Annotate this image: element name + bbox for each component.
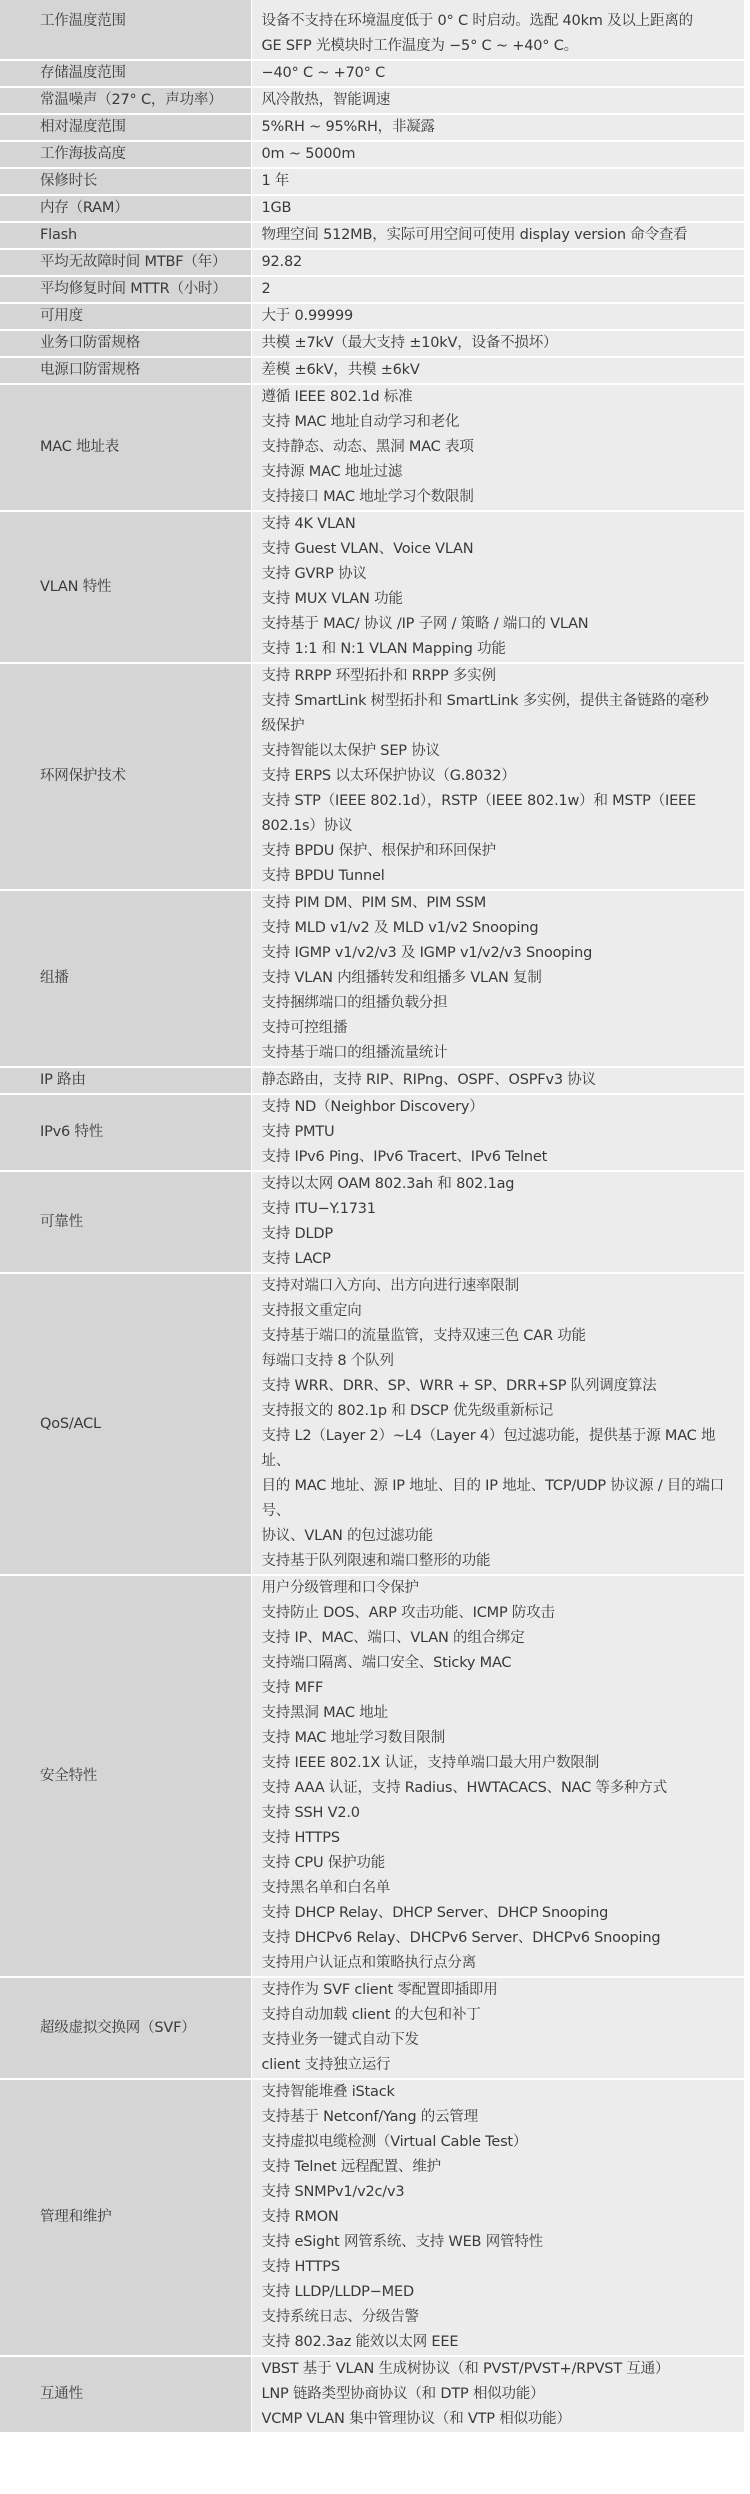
spec-row xyxy=(0,87,744,114)
spec-value xyxy=(251,303,744,330)
spec-row xyxy=(0,168,744,195)
spec-value-line: 支持 Guest VLAN、Voice VLAN xyxy=(261,541,474,557)
spec-value-line: 支持 BPDU Tunnel xyxy=(261,868,385,884)
spec-row xyxy=(0,511,744,663)
spec-value-line: 1GB xyxy=(261,200,292,216)
spec-value-line: GE SFP 光模块时工作温度为 −5° C ~ +40° C。 xyxy=(261,38,578,54)
spec-value-line: 支持 MAC 地址自动学习和老化 xyxy=(261,414,460,430)
spec-row xyxy=(0,1977,744,2079)
spec-value xyxy=(251,195,744,222)
spec-value-line: 静态路由，支持 RIP、RIPng、OSPF、OSPFv3 协议 xyxy=(261,1072,596,1088)
spec-value-line: 支持自动加载 client 的大包和补丁 xyxy=(261,2007,481,2023)
spec-value-line: 支持 SNMPv1/v2c/v3 xyxy=(261,2184,405,2200)
spec-row xyxy=(0,1575,744,1977)
spec-value-line: 支持智能以太保护 SEP 协议 xyxy=(261,743,440,759)
spec-value-line: 设备不支持在环境温度低于 0° C 时启动。选配 40km 及以上距离的 xyxy=(261,13,693,29)
spec-value-line: 支持 MUX VLAN 功能 xyxy=(261,591,403,607)
spec-value-line: 用户分级管理和口令保护 xyxy=(261,1580,419,1596)
spec-value-line: 支持 LACP xyxy=(261,1251,331,1267)
spec-row xyxy=(0,357,744,384)
spec-value-line: 支持 BPDU 保护、根保护和环回保护 xyxy=(261,843,496,859)
spec-row xyxy=(0,330,744,357)
spec-row xyxy=(0,2356,744,2433)
spec-row xyxy=(0,114,744,141)
spec-row xyxy=(0,141,744,168)
spec-value-line: 支持 IGMP v1/v2/v3 及 IGMP v1/v2/v3 Snooping xyxy=(261,945,593,961)
spec-row xyxy=(0,1171,744,1273)
spec-value-line: 协议、VLAN 的包过滤功能 xyxy=(261,1528,433,1544)
spec-key: 相对湿度范围 xyxy=(0,114,251,141)
spec-value-line: 支持作为 SVF client 零配置即插即用 xyxy=(261,1982,498,1998)
spec-key: 组播 xyxy=(0,890,251,1067)
spec-value-line: 支持系统日志、分级告警 xyxy=(261,2309,419,2325)
spec-value-line: 支持 MFF xyxy=(261,1680,324,1696)
spec-value xyxy=(251,60,744,87)
spec-value xyxy=(251,2079,744,2356)
spec-value xyxy=(251,1171,744,1273)
spec-value xyxy=(251,276,744,303)
spec-row xyxy=(0,1273,744,1575)
spec-value-line: 支持静态、动态、黑洞 MAC 表项 xyxy=(261,439,474,455)
spec-key: 工作海拔高度 xyxy=(0,141,251,168)
spec-value-line: 共模 ±7kV（最大支持 ±10kV，设备不损坏） xyxy=(261,335,558,351)
spec-value-line: 支持虚拟电缆检测（Virtual Cable Test） xyxy=(261,2134,528,2150)
spec-row xyxy=(0,60,744,87)
spec-value-line: 级保护 xyxy=(261,718,305,734)
spec-value-line: 目的 MAC 地址、源 IP 地址、目的 IP 地址、TCP/UDP 协议源 / 目的端口号、 xyxy=(261,1478,724,1519)
spec-key: 管理和维护 xyxy=(0,2079,251,2356)
spec-value xyxy=(251,222,744,249)
spec-value-line: 支持 PIM DM、PIM SM、PIM SSM xyxy=(261,895,487,911)
spec-key: 常温噪声（27° C，声功率） xyxy=(0,87,251,114)
spec-key: 业务口防雷规格 xyxy=(0,330,251,357)
spec-key: 保修时长 xyxy=(0,168,251,195)
spec-value-line: 支持以太网 OAM 802.3ah 和 802.1ag xyxy=(261,1176,515,1192)
spec-value-line: 支持 SSH V2.0 xyxy=(261,1805,360,1821)
spec-value-line: 支持 802.3az 能效以太网 EEE xyxy=(261,2334,459,2350)
spec-row xyxy=(0,249,744,276)
spec-value-line: client 支持独立运行 xyxy=(261,2057,391,2073)
spec-value-line: 支持对端口入方向、出方向进行速率限制 xyxy=(261,1278,519,1294)
spec-value-line: 支持 DHCPv6 Relay、DHCPv6 Server、DHCPv6 Snooping xyxy=(261,1930,661,1946)
spec-value-line: 支持 ERPS 以太环保护协议（G.8032） xyxy=(261,768,516,784)
spec-value xyxy=(251,357,744,384)
spec-value-line: 支持 1:1 和 N:1 VLAN Mapping 功能 xyxy=(261,641,506,657)
spec-value-line: LNP 链路类型协商协议（和 DTP 相似功能） xyxy=(261,2386,545,2402)
spec-key: Flash xyxy=(0,222,251,249)
spec-value xyxy=(251,330,744,357)
spec-value-line: 遵循 IEEE 802.1d 标准 xyxy=(261,389,413,405)
spec-key: 平均修复时间 MTTR（小时） xyxy=(0,276,251,303)
spec-value-line: 支持黑洞 MAC 地址 xyxy=(261,1705,388,1721)
spec-value-line: 支持 AAA 认证，支持 Radius、HWTACACS、NAC 等多种方式 xyxy=(261,1780,667,1796)
spec-value-line: 支持基于端口的组播流量统计 xyxy=(261,1045,448,1061)
spec-value-line: 支持 ND（Neighbor Discovery） xyxy=(261,1099,484,1115)
spec-row xyxy=(0,222,744,249)
spec-key: 可靠性 xyxy=(0,1171,251,1273)
spec-value-line: 支持 SmartLink 树型拓扑和 SmartLink 多实例，提供主备链路的毫秒 xyxy=(261,693,709,709)
spec-row xyxy=(0,2079,744,2356)
spec-value-line: 支持防止 DOS、ARP 攻击功能、ICMP 防攻击 xyxy=(261,1605,555,1621)
spec-value-line: 92.82 xyxy=(261,254,303,270)
spec-key: QoS/ACL xyxy=(0,1273,251,1575)
spec-key: 超级虚拟交换网（SVF） xyxy=(0,1977,251,2079)
spec-key: MAC 地址表 xyxy=(0,384,251,511)
spec-value-line: 支持用户认证点和策略执行点分离 xyxy=(261,1955,476,1971)
spec-row xyxy=(0,303,744,330)
spec-value-line: 支持 4K VLAN xyxy=(261,516,356,532)
spec-value-line: 大于 0.99999 xyxy=(261,308,354,324)
spec-value-line: 支持基于端口的流量监管，支持双速三色 CAR 功能 xyxy=(261,1328,586,1344)
spec-value-line: 0m ~ 5000m xyxy=(261,146,356,162)
spec-value-line: 支持基于队列限速和端口整形的功能 xyxy=(261,1553,491,1569)
spec-row xyxy=(0,0,744,60)
spec-value xyxy=(251,249,744,276)
spec-value-line: 支持 HTTPS xyxy=(261,2259,340,2275)
spec-key: VLAN 特性 xyxy=(0,511,251,663)
spec-value-line: 支持 L2（Layer 2）~L4（Layer 4）包过滤功能，提供基于源 MAC 地址、 xyxy=(261,1428,716,1469)
spec-value-line: 支持 WRR、DRR、SP、WRR + SP、DRR+SP 队列调度算法 xyxy=(261,1378,657,1394)
spec-value-line: 支持业务一键式自动下发 xyxy=(261,2032,419,2048)
spec-value-line: 5%RH ~ 95%RH，非凝露 xyxy=(261,119,435,135)
spec-value-line: 支持 CPU 保护功能 xyxy=(261,1855,385,1871)
spec-value-line: 每端口支持 8 个队列 xyxy=(261,1353,394,1369)
spec-row xyxy=(0,276,744,303)
spec-value-line: 支持 LLDP/LLDP−MED xyxy=(261,2284,414,2300)
spec-value xyxy=(251,1067,744,1094)
spec-value-line: 支持 Telnet 远程配置、维护 xyxy=(261,2159,441,2175)
spec-value xyxy=(251,87,744,114)
spec-value-line: 支持报文重定向 xyxy=(261,1303,362,1319)
spec-value xyxy=(251,114,744,141)
spec-row xyxy=(0,1067,744,1094)
spec-value-line: 支持捆绑端口的组播负载分担 xyxy=(261,995,448,1011)
spec-value xyxy=(251,0,744,60)
spec-key: IPv6 特性 xyxy=(0,1094,251,1171)
spec-value-line: 2 xyxy=(261,281,271,297)
spec-row xyxy=(0,1094,744,1171)
spec-key: 存储温度范围 xyxy=(0,60,251,87)
spec-value-line: 支持端口隔离、端口安全、Sticky MAC xyxy=(261,1655,512,1671)
spec-row xyxy=(0,195,744,222)
spec-row xyxy=(0,663,744,890)
spec-value-line: VCMP VLAN 集中管理协议（和 VTP 相似功能） xyxy=(261,2411,571,2427)
spec-key: 互通性 xyxy=(0,2356,251,2433)
spec-value xyxy=(251,1094,744,1171)
spec-key: IP 路由 xyxy=(0,1067,251,1094)
spec-value xyxy=(251,384,744,511)
spec-value xyxy=(251,511,744,663)
spec-value-line: 支持 DHCP Relay、DHCP Server、DHCP Snooping xyxy=(261,1905,609,1921)
spec-value-line: 支持 MLD v1/v2 及 MLD v1/v2 Snooping xyxy=(261,920,539,936)
spec-row xyxy=(0,890,744,1067)
spec-value-line: 支持黑名单和白名单 xyxy=(261,1880,391,1896)
spec-key: 内存（RAM） xyxy=(0,195,251,222)
spec-value-line: 支持 ITU−Y.1731 xyxy=(261,1201,376,1217)
spec-value xyxy=(251,168,744,195)
spec-value-line: 支持 MAC 地址学习数目限制 xyxy=(261,1730,446,1746)
spec-value-line xyxy=(262,0,735,9)
spec-value xyxy=(251,2356,744,2433)
spec-key: 工作温度范围 xyxy=(0,0,251,60)
spec-value-line: 支持 PMTU xyxy=(261,1124,335,1140)
spec-key: 平均无故障时间 MTBF（年） xyxy=(0,249,251,276)
spec-value xyxy=(251,1977,744,2079)
spec-value-line: 支持 IP、MAC、端口、VLAN 的组合绑定 xyxy=(261,1630,525,1646)
spec-key: 安全特性 xyxy=(0,1575,251,1977)
spec-value-line: 支持 STP（IEEE 802.1d），RSTP（IEEE 802.1w）和 MSTP（IEEE xyxy=(261,793,696,809)
spec-value-line: 支持 DLDP xyxy=(261,1226,333,1242)
spec-value-line: 支持接口 MAC 地址学习个数限制 xyxy=(261,489,474,505)
spec-value-line: 支持 IPv6 Ping、IPv6 Tracert、IPv6 Telnet xyxy=(261,1149,548,1165)
spec-value-line: 支持 HTTPS xyxy=(261,1830,340,1846)
spec-value-line: 1 年 xyxy=(261,173,290,189)
spec-row xyxy=(0,384,744,511)
spec-value-line: 支持可控组播 xyxy=(261,1020,348,1036)
spec-value-line: 支持基于 MAC/ 协议 /IP 子网 / 策略 / 端口的 VLAN xyxy=(261,616,589,632)
spec-value-line: 支持报文的 802.1p 和 DSCP 优先级重新标记 xyxy=(261,1403,553,1419)
spec-value xyxy=(251,1273,744,1575)
spec-value-line: 支持源 MAC 地址过滤 xyxy=(261,464,403,480)
spec-value-line: 支持 RRPP 环型拓扑和 RRPP 多实例 xyxy=(261,668,496,684)
spec-value-line: 802.1s）协议 xyxy=(261,818,353,834)
spec-value-line: 差模 ±6kV，共模 ±6kV xyxy=(261,362,420,378)
spec-value-line: VBST 基于 VLAN 生成树协议（和 PVST/PVST+/RPVST 互通） xyxy=(261,2361,670,2377)
spec-value-line: 支持 VLAN 内组播转发和组播多 VLAN 复制 xyxy=(261,970,542,986)
spec-key: 可用度 xyxy=(0,303,251,330)
spec-value-line: −40° C ~ +70° C xyxy=(261,65,386,81)
spec-value xyxy=(251,663,744,890)
spec-value-line: 支持 RMON xyxy=(261,2209,339,2225)
spec-value-line: 物理空间 512MB，实际可用空间可使用 display version 命令查看 xyxy=(261,227,688,243)
spec-value xyxy=(251,141,744,168)
spec-value xyxy=(251,890,744,1067)
spec-value-line: 支持基于 Netconf/Yang 的云管理 xyxy=(261,2109,478,2125)
spec-value xyxy=(251,1575,744,1977)
spec-key: 电源口防雷规格 xyxy=(0,357,251,384)
spec-value-line: 支持智能堆叠 iStack xyxy=(261,2084,395,2100)
spec-value-line: 支持 eSight 网管系统、支持 WEB 网管特性 xyxy=(261,2234,543,2250)
spec-value-line: 支持 IEEE 802.1X 认证，支持单端口最大用户数限制 xyxy=(261,1755,600,1771)
spec-key: 环网保护技术 xyxy=(0,663,251,890)
spec-value-line: 支持 GVRP 协议 xyxy=(261,566,367,582)
spec-value-line: 风冷散热，智能调速 xyxy=(261,92,391,108)
